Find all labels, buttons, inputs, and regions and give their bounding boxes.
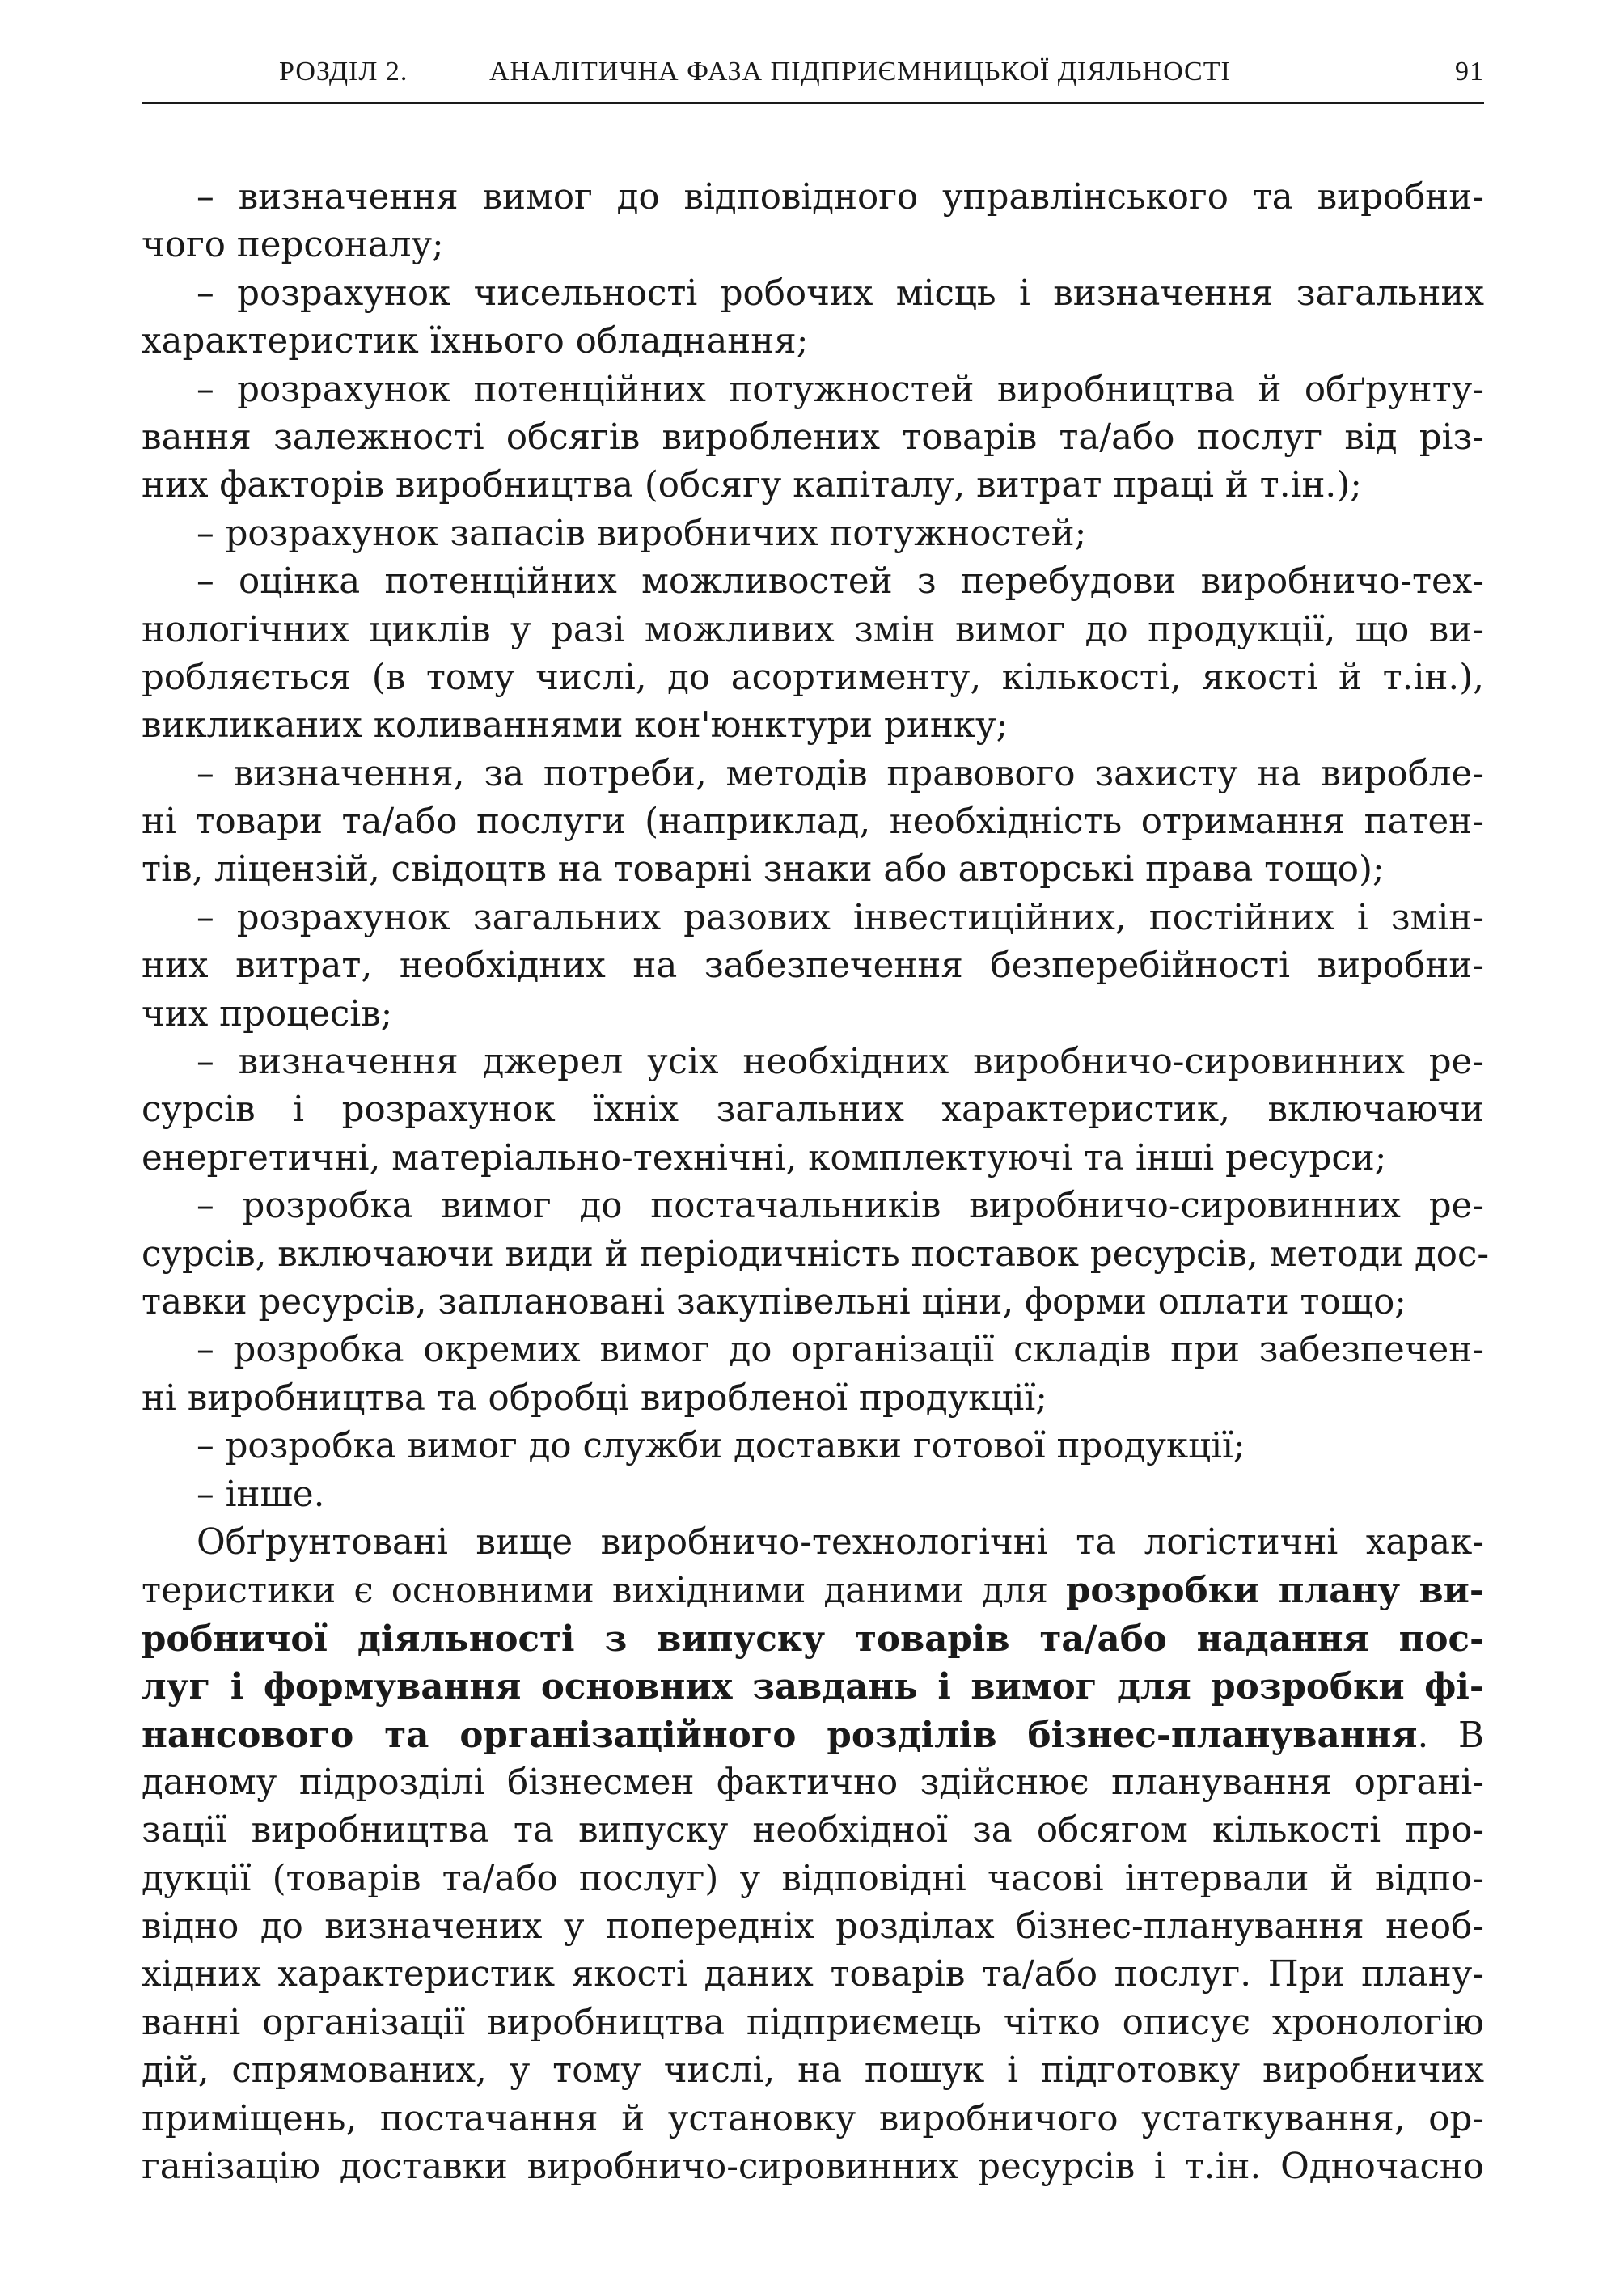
list-item-line: – розробка вимог до постачальників виробничо-сировинних ре- [197,1186,1484,1227]
paragraph-text: теристики є основними вихідними даними для [142,1571,1066,1612]
list-item-line: – розробка вимог до служби доставки готової продукції; [197,1426,1245,1467]
list-item-line: вання залежності обсягів вироблених товарів та/або послуг від різ- [142,417,1484,458]
body-text [142,174,1490,2191]
paragraph-line: Обґрунтовані вище виробничо-технологічні та логістичні харак- [197,1521,1484,1563]
list-item-line: нологічних циклів у разі можливих змін вимог до продукції, що ви- [142,609,1484,650]
list-item-line: викликаних коливаннями кон'юнктури ринку; [142,705,1009,747]
paragraph-line: хідних характеристик якості даних товарів та/або послуг. При плану- [142,1954,1484,1995]
page-number: 91 [1455,57,1484,87]
list-item-line: сурсів і розрахунок їхніх загальних характеристик, включаючи [142,1089,1484,1131]
running-header [142,49,1484,104]
list-item-line: – інше. [197,1474,325,1515]
list-item-line: чого персоналу; [142,225,444,266]
paragraph-line: зації виробництва та випуску необхідної за обсягом кількості про- [142,1810,1484,1851]
list-item-line: – розрахунок загальних разових інвестиційних, постійних і змін- [197,897,1484,938]
list-item-line: тів, ліцензій, свідоцтв на товарні знаки або авторські права тощо); [142,849,1385,891]
emphasis-line: луг і формування основних завдань і вимог для розробки фі- [142,1666,1484,1708]
list-item-line: тавки ресурсів, заплановані закупівельні ціни, форми оплати тощо; [142,1281,1406,1322]
list-item-line: чих процесів; [142,993,393,1034]
list-item-line: ні товари та/або послуги (наприклад, необхідність отримання патен- [142,802,1484,843]
paragraph-line: приміщень, постачання й установку виробничого устаткування, ор- [142,2098,1484,2139]
emphasis-text: нансового та організаційного розділів бізнес-планування [142,1714,1418,1756]
list-item-line: ні виробництва та обробці виробленої продукції; [142,1377,1047,1419]
paragraph-line [142,1711,1484,1759]
chapter-label: РОЗДІЛ 2. [279,57,408,87]
list-item-line: – розрахунок потенційних потужностей виробництва й обґрунту- [197,369,1484,410]
list-item-line: – розрахунок чисельності робочих місць і визначення загальних [197,273,1484,314]
book-page [142,0,1490,2293]
paragraph-line: ганізацію доставки виробничо-сировинних ресурсів і т.ін. Одночасно [142,2147,1484,2188]
list-item-line: – визначення джерел усіх необхідних виробничо-сировинних ре- [197,1042,1484,1083]
paragraph-line: дукції (товарів та/або послуг) у відповідні часові інтервали й відпо- [142,1858,1484,1899]
list-item-line: – визначення, за потреби, методів правового захисту на виробле- [197,753,1484,794]
list-item-line: характеристик їхнього обладнання; [142,321,809,362]
list-item-line: сурсів, включаючи види й періодичність поставок ресурсів, методи дос- [142,1233,1490,1275]
paragraph-line: даному підрозділі бізнесмен фактично здійснює планування органі- [142,1762,1484,1803]
list-item-line: робляється (в тому числі, до асортименту, кількості, якості й т.ін.), [142,657,1484,698]
list-item-line: – оцінка потенційних можливостей з перебудови виробничо-тех- [197,561,1484,603]
paragraph-line: ванні організації виробництва підприємець чітко описує хронологію [142,2002,1484,2043]
list-item-line: – розрахунок запасів виробничих потужностей; [197,513,1087,554]
list-item-line: них витрат, необхідних на забезпечення безперебійності виробни- [142,946,1484,987]
paragraph-line: відно до визначених у попередніх розділах бізнес-планування необ- [142,1906,1484,1948]
emphasis-text: розробки плану ви- [1065,1570,1484,1612]
paragraph-line: дій, спрямованих, у тому числі, на пошук і підготовку виробничих [142,2050,1484,2092]
paragraph-text: . В [1417,1715,1484,1756]
chapter-title: АНАЛІТИЧНА ФАЗА ПІДПРИЄМНИЦЬКОЇ ДІЯЛЬНОСТІ [489,57,1231,87]
list-item-line: – визначення вимог до відповідного управлінського та виробни- [197,177,1484,218]
list-item-line: – розробка окремих вимог до організації складів при забезпечен- [197,1330,1484,1371]
emphasis-line: робничої діяльності з випуску товарів та/або надання пос- [142,1618,1484,1660]
list-item-line: них факторів виробництва (обсягу капіталу, витрат праці й т.ін.); [142,465,1362,506]
paragraph-line [142,1567,1484,1614]
list-item-line: енергетичні, матеріально-технічні, комплектуючі та інші ресурси; [142,1137,1387,1178]
